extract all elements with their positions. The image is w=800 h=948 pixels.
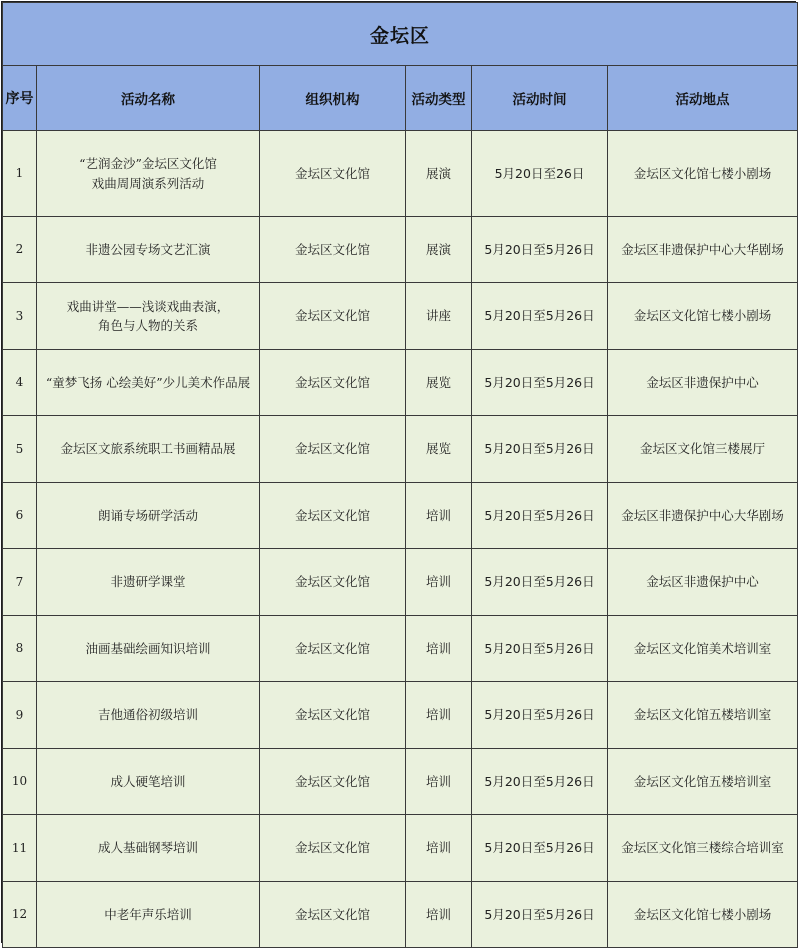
cell-name <box>37 217 260 283</box>
cell-org: 金坛区文化馆 <box>260 483 406 549</box>
cell-place: 金坛区文化馆三楼展厅 <box>608 416 798 483</box>
cell-place: 金坛区文化馆美术培训室 <box>608 616 798 682</box>
cell-time: 5月20日至5月26日 <box>472 682 608 749</box>
cell-time: 5月20日至5月26日 <box>472 350 608 416</box>
cell-type: 培训 <box>406 682 472 749</box>
cell-name <box>37 882 260 948</box>
cell-place: 金坛区非遗保护中心 <box>608 549 798 616</box>
cell-type: 展演 <box>406 217 472 283</box>
activity-name-line: 非遗研学课堂 <box>110 574 186 590</box>
cell-org: 金坛区文化馆 <box>260 131 406 217</box>
cell-name <box>37 749 260 815</box>
cell-time: 5月20日至5月26日 <box>472 882 608 948</box>
table-row <box>3 749 798 815</box>
cell-place: 金坛区文化馆三楼综合培训室 <box>608 815 798 882</box>
header-time: 活动时间 <box>472 66 608 131</box>
cell-name <box>37 416 260 483</box>
cell-org: 金坛区文化馆 <box>260 283 406 350</box>
activity-name-line: “童梦飞扬 心绘美好”少儿美术作品展 <box>45 374 251 390</box>
cell-time: 5月20日至5月26日 <box>472 815 608 882</box>
cell-name <box>37 549 260 616</box>
cell-no: 9 <box>3 682 37 749</box>
table-row <box>3 882 798 948</box>
cell-type: 培训 <box>406 549 472 616</box>
cell-place: 金坛区非遗保护中心大华剧场 <box>608 483 798 549</box>
header-no: 序号 <box>3 66 37 131</box>
cell-place: 金坛区非遗保护中心大华剧场 <box>608 217 798 283</box>
cell-place: 金坛区文化馆五楼培训室 <box>608 749 798 815</box>
header-row <box>3 66 798 131</box>
title-row <box>3 3 798 66</box>
cell-time: 5月20日至5月26日 <box>472 217 608 283</box>
cell-no: 1 <box>3 131 37 217</box>
cell-no: 10 <box>3 749 37 815</box>
cell-name <box>37 483 260 549</box>
table-row <box>3 283 798 350</box>
cell-time: 5月20日至5月26日 <box>472 283 608 350</box>
cell-type: 展览 <box>406 416 472 483</box>
cell-org: 金坛区文化馆 <box>260 682 406 749</box>
activity-name-line: 中老年声乐培训 <box>104 906 192 922</box>
cell-type: 培训 <box>406 815 472 882</box>
table-row <box>3 416 798 483</box>
cell-time: 5月20日至5月26日 <box>472 616 608 682</box>
cell-org: 金坛区文化馆 <box>260 350 406 416</box>
cell-no: 2 <box>3 217 37 283</box>
header-type: 活动类型 <box>406 66 472 131</box>
table-row <box>3 350 798 416</box>
cell-type: 展览 <box>406 350 472 416</box>
cell-type: 培训 <box>406 749 472 815</box>
activity-name-line: 成人基础钢琴培训 <box>97 840 198 856</box>
table-row <box>3 217 798 283</box>
cell-name <box>37 131 260 217</box>
table-row <box>3 483 798 549</box>
cell-no: 12 <box>3 882 37 948</box>
table-row <box>3 549 798 616</box>
cell-place: 金坛区文化馆七楼小剧场 <box>608 283 798 350</box>
header-name: 活动名称 <box>37 66 260 131</box>
cell-org: 金坛区文化馆 <box>260 749 406 815</box>
cell-name <box>37 815 260 882</box>
table-row <box>3 815 798 882</box>
cell-name <box>37 682 260 749</box>
activity-name-line: 非遗公园专场文艺汇演 <box>85 241 211 257</box>
cell-org: 金坛区文化馆 <box>260 549 406 616</box>
table-body <box>3 131 798 948</box>
schedule-sheet <box>1 1 796 943</box>
cell-no: 7 <box>3 549 37 616</box>
cell-org: 金坛区文化馆 <box>260 217 406 283</box>
cell-type: 展演 <box>406 131 472 217</box>
activity-table <box>2 2 798 948</box>
cell-name <box>37 283 260 350</box>
cell-place: 金坛区文化馆七楼小剧场 <box>608 131 798 217</box>
cell-no: 5 <box>3 416 37 483</box>
cell-type: 讲座 <box>406 283 472 350</box>
activity-name-line: 油画基础绘画知识培训 <box>85 640 211 656</box>
cell-no: 4 <box>3 350 37 416</box>
activity-name-line: 戏曲讲堂——浅谈戏曲表演， <box>66 298 230 314</box>
cell-time: 5月20日至5月26日 <box>472 483 608 549</box>
cell-time: 5月20日至5月26日 <box>472 749 608 815</box>
cell-type: 培训 <box>406 616 472 682</box>
cell-no: 8 <box>3 616 37 682</box>
cell-place: 金坛区非遗保护中心 <box>608 350 798 416</box>
header-place: 活动地点 <box>608 66 798 131</box>
table-row <box>3 616 798 682</box>
cell-no: 11 <box>3 815 37 882</box>
cell-no: 3 <box>3 283 37 350</box>
activity-name-line: 角色与人物的关系 <box>97 318 198 333</box>
activity-name-line: 戏曲周周演系列活动 <box>91 175 205 191</box>
cell-name <box>37 350 260 416</box>
table-title: 金坛区 <box>3 3 798 66</box>
table-row <box>3 131 798 217</box>
cell-place: 金坛区文化馆七楼小剧场 <box>608 882 798 948</box>
cell-org: 金坛区文化馆 <box>260 882 406 948</box>
cell-type: 培训 <box>406 483 472 549</box>
activity-name-line: 吉他通俗初级培训 <box>97 707 198 723</box>
activity-name-line: “艺润金沙”金坛区文化馆 <box>79 156 217 172</box>
activity-name-line: 金坛区文旅系统职工书画精品展 <box>60 441 236 457</box>
activity-name-line: 朗诵专场研学活动 <box>97 507 198 523</box>
header-org: 组织机构 <box>260 66 406 131</box>
activity-name-line: 成人硬笔培训 <box>110 773 186 789</box>
cell-name <box>37 616 260 682</box>
table-row <box>3 682 798 749</box>
cell-time: 5月20日至5月26日 <box>472 549 608 616</box>
cell-org: 金坛区文化馆 <box>260 416 406 483</box>
cell-place: 金坛区文化馆五楼培训室 <box>608 682 798 749</box>
cell-type: 培训 <box>406 882 472 948</box>
cell-org: 金坛区文化馆 <box>260 616 406 682</box>
cell-time: 5月20日至26日 <box>472 131 608 217</box>
cell-org: 金坛区文化馆 <box>260 815 406 882</box>
cell-time: 5月20日至5月26日 <box>472 416 608 483</box>
cell-no: 6 <box>3 483 37 549</box>
